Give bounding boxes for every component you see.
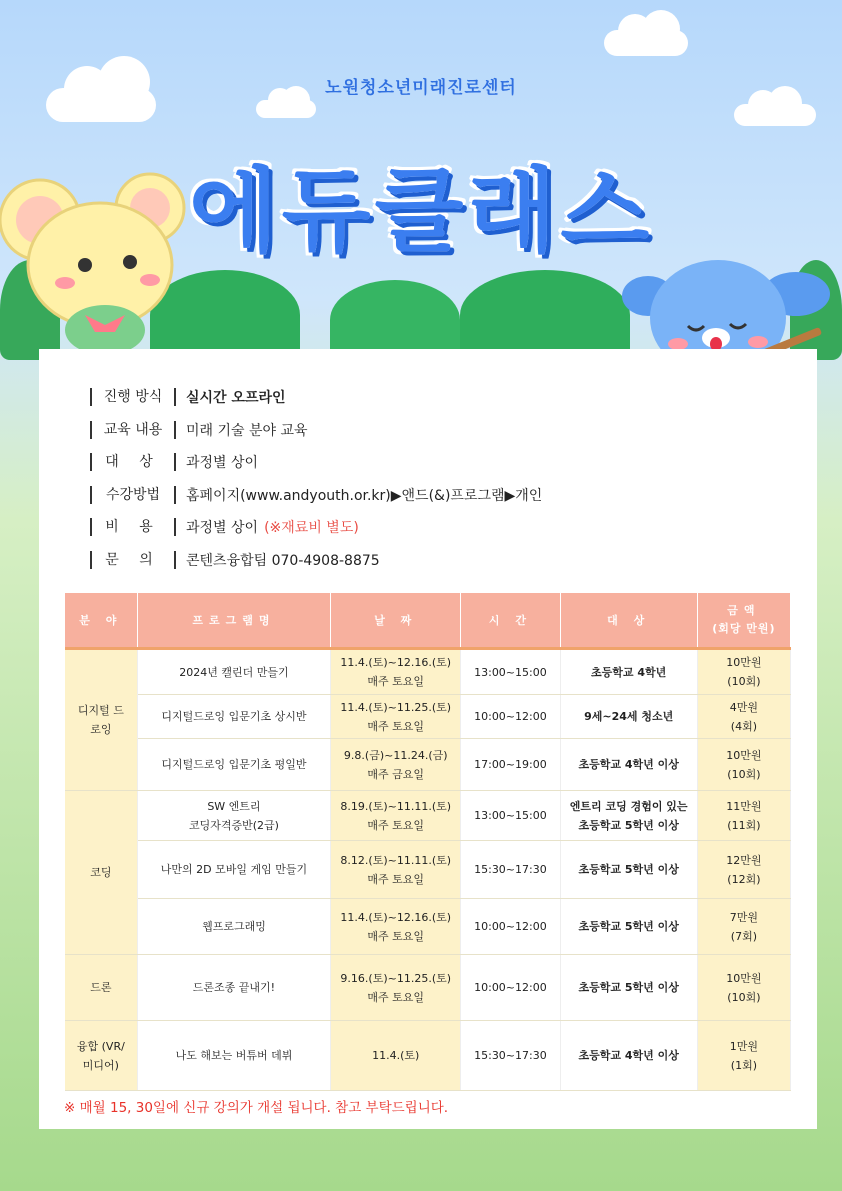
date-cell: 9.16.(토)~11.25.(토) 매주 토요일 (331, 955, 461, 1021)
info-value: 홈페이지(www.andyouth.or.kr)▶앤드(&)프로그램▶개인 (186, 487, 543, 504)
column-header: 대 상 (560, 593, 697, 649)
info-label: 수강방법 (90, 486, 176, 504)
info-list (90, 381, 542, 576)
page-title: 에듀클래스 (188, 158, 654, 265)
column-header: 분 야 (65, 593, 137, 649)
info-row (90, 446, 542, 479)
target-cell: 9세~24세 청소년 (560, 695, 697, 739)
fee-cell: 10만원 (10회) (697, 649, 790, 695)
info-row (90, 381, 542, 414)
fee-cell: 11만원 (11회) (697, 791, 790, 841)
info-value: 실시간 오프라인 (186, 390, 286, 407)
organization-name: 노원청소년미래진로센터 (325, 78, 517, 98)
date-cell: 11.4.(토) (331, 1021, 461, 1091)
date-cell: 11.4.(토)~11.25.(토) 매주 토요일 (331, 695, 461, 739)
info-label: 진행 방식 (90, 388, 176, 406)
fee-cell: 1만원 (1회) (697, 1021, 790, 1091)
info-value: 과정별 상이 (186, 455, 259, 472)
program-cell: 웹프로그래밍 (137, 899, 331, 955)
field-cell: 디지털 드로잉 (65, 649, 137, 791)
schedule-table (65, 593, 791, 1091)
time-cell: 10:00~12:00 (461, 695, 560, 739)
table-row (65, 739, 791, 791)
mouse-character-illustration (0, 170, 190, 370)
target-cell: 초등학교 4학년 이상 (560, 739, 697, 791)
info-label: 대 상 (90, 453, 176, 471)
field-cell: 융합 (VR/ 미디어) (65, 1021, 137, 1091)
time-cell: 13:00~15:00 (461, 791, 560, 841)
program-cell: 디지털드로잉 입문기초 평일반 (137, 739, 331, 791)
time-cell: 10:00~12:00 (461, 899, 560, 955)
program-cell: 디지털드로잉 입문기초 상시반 (137, 695, 331, 739)
fee-cell: 12만원 (12회) (697, 841, 790, 899)
table-row (65, 841, 791, 899)
program-cell: 2024년 캘린더 만들기 (137, 649, 331, 695)
time-cell: 17:00~19:00 (461, 739, 560, 791)
date-cell: 11.4.(토)~12.16.(토) 매주 토요일 (331, 899, 461, 955)
footnote: ※ 매월 15, 30일에 신규 강의가 개설 됩니다. 참고 부탁드립니다. (64, 1100, 449, 1116)
target-cell: 초등학교 4학년 이상 (560, 1021, 697, 1091)
program-cell: 드론조종 끝내기! (137, 955, 331, 1021)
info-value: 미래 기술 분야 교육 (186, 422, 308, 439)
info-value: 과정별 상이 (※재료비 별도) (186, 520, 359, 537)
target-cell: 초등학교 5학년 이상 (560, 955, 697, 1021)
info-label: 교육 내용 (90, 421, 176, 439)
info-row (90, 479, 542, 512)
date-cell: 8.12.(토)~11.11.(토) 매주 토요일 (331, 841, 461, 899)
date-cell: 11.4.(토)~12.16.(토) 매주 토요일 (331, 649, 461, 695)
column-header: 프로그램명 (137, 593, 331, 649)
info-row (90, 511, 542, 544)
time-cell: 15:30~17:30 (461, 841, 560, 899)
fee-cell: 10만원 (10회) (697, 955, 790, 1021)
column-header: 시 간 (461, 593, 560, 649)
program-cell: SW 엔트리 코딩자격증반(2급) (137, 791, 331, 841)
fee-cell: 4만원 (4회) (697, 695, 790, 739)
fee-cell: 10만원 (10회) (697, 739, 790, 791)
cloud (604, 30, 688, 56)
info-label: 비 용 (90, 518, 176, 536)
info-note: (※재료비 별도) (264, 520, 359, 537)
date-cell: 8.19.(토)~11.11.(토) 매주 토요일 (331, 791, 461, 841)
time-cell: 15:30~17:30 (461, 1021, 560, 1091)
table-row (65, 1021, 791, 1091)
time-cell: 13:00~15:00 (461, 649, 560, 695)
table-row (65, 649, 791, 695)
info-row (90, 414, 542, 447)
field-cell: 드론 (65, 955, 137, 1021)
info-label: 문 의 (90, 551, 176, 569)
target-cell: 엔트리 코딩 경험이 있는 초등학교 5학년 이상 (560, 791, 697, 841)
fee-cell: 7만원 (7회) (697, 899, 790, 955)
info-row (90, 544, 542, 577)
column-header: 날 짜 (331, 593, 461, 649)
target-cell: 초등학교 4학년 (560, 649, 697, 695)
field-cell: 코딩 (65, 791, 137, 955)
time-cell: 10:00~12:00 (461, 955, 560, 1021)
table-row (65, 695, 791, 739)
target-cell: 초등학교 5학년 이상 (560, 899, 697, 955)
table-row (65, 955, 791, 1021)
table-row (65, 899, 791, 955)
program-cell: 나도 해보는 버튜버 데뷔 (137, 1021, 331, 1091)
table-row (65, 791, 791, 841)
column-header: 금액 (회당 만원) (697, 593, 790, 649)
info-value: 콘텐츠융합팀 070-4908-8875 (186, 552, 380, 569)
program-cell: 나만의 2D 모바일 게임 만들기 (137, 841, 331, 899)
date-cell: 9.8.(금)~11.24.(금) 매주 금요일 (331, 739, 461, 791)
cloud (256, 100, 316, 118)
target-cell: 초등학교 5학년 이상 (560, 841, 697, 899)
cloud (734, 104, 816, 126)
